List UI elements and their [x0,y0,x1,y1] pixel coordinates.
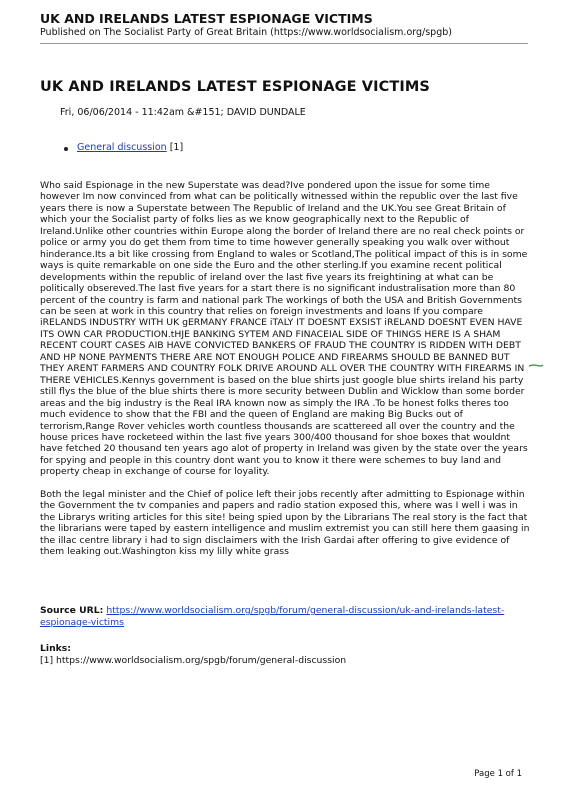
site-title: UK AND IRELANDS LATEST ESPIONAGE VICTIMS [40,11,373,26]
body-paragraph-1: Who said Espionage in the new Superstate was dead?Ive pondered upon the issue for some time however Im now convinced from what can be politically witnessed within the republic over the last five years there is now a Superstate between The Republic of Ireland and the UK.You see Great Britain of which your the Socialist party of folks lies as we know geographically next to the Republic of Ireland.Unlike other countries within Europe along the border of Ireland there are no real check points or police or army you do get them from time to time however generally speaking you walk over without hinderance.Its a bit like crossing from England to wales or Scotland,The political impact of this is in some ways is quite remarkable on one side the Euro and the other sterling.If you examine recent political developments within the republic of ireland over the last five years its freightining at what can be politically obsereved.The last five years for a start there is no significant industralisation more than 80 percent of the country is farm and national park The workings of both the USA and British Governments can be seen at work in this country that relies on foreign investments and loans If you compare iRELANDS INDUSTRY WITH UK gERMANY FRANCE iTALY IT DOESNT EXSIST iRELAND DOESNT EVEN HAVE ITS OWN CAR PRODUCTION.tHJE BANKING SYTEM AND FINACEIAL SIDE OF THINGS HERE IS A SHAM RECENT COURT CASES AIB HAVE CONVICTED BANKERS OF FRAUD THE COUNTRY IS RIDDEN WITH DEBT AND HP NONE PAYMENTS THERE ARE NOT ENOUGH POLICE AND FIREARMS SHOULD BE BANNED BUT THEY ARENT FARMERS AND COUNTRY FOLK DRIVE AROUND ALL OVER THE COUNTRY WITH FIREARMS IN THERE VEHICLES.Kennys government is based on the blue shirts just google blue shirts ireland his party still flys the blue of the blue shirts there is more security between Dublin and Wicklow than some border areas and the big industry is the Real IRA known now as simply the IRA .To be honest folks theres too much evidence to show that the FBI and the queen of England are making Big Bucks out of terrorism,Range Rover vehicles worth countless thousands are scattereed all over the country and the house prices have rocketeed within the last five years 300/400 thousand for shoe boxes that wouldnt have fetched 20 thousand ten years ago alot of property in Ireland was given by the state over the years for spying and people in this country dont want you to know it there were schemes to buy land and property cheap in exchange of course for loyality. [40,180,528,478]
article-meta: Fri, 06/06/2014 - 11:42am &#151; DAVID DUNDALE [60,107,306,118]
source-url-block [40,605,530,628]
term-list-item [64,142,183,153]
published-line: Published on The Socialist Party of Great Britain (https://www.worldsocialism.org/spgb) [40,27,452,38]
term-reference: [1] [166,142,184,153]
header-divider [40,43,528,44]
links-block [40,643,530,666]
term-list [64,142,183,153]
source-url-link[interactable]: https://www.worldsocialism.org/spgb/forum/general-discussion/uk-and-irelands-latest-espionage-victims [40,605,505,628]
article-title: UK AND IRELANDS LATEST ESPIONAGE VICTIMS [40,79,430,95]
general-discussion-link[interactable]: General discussion [77,142,167,153]
link-item: [1] https://www.worldsocialism.org/spgb/forum/general-discussion [40,654,347,666]
article-body [40,180,530,569]
document-header [40,11,530,39]
source-url-label: Source URL: [40,605,104,616]
page-number: Page 1 of 1 [474,769,522,779]
body-paragraph-2: Both the legal minister and the Chief of police left their jobs recently after admitting to Espionage within the Government the tv companies and papers and radio station exposed this, where was I well i was in the Librarys writing articles for this site! being spied upon by the Librarians The real story is the fact that the librarians were taped by eastern intelligence and muslim extremist you can still here them gaasing in the illac centre library i had to sign disclaimers with the Irish Gardai after offering to give evidence of them leaking out.Washington kiss my lilly white grass [40,488,530,558]
pen-mark [529,364,543,367]
links-label: Links: [40,643,72,654]
